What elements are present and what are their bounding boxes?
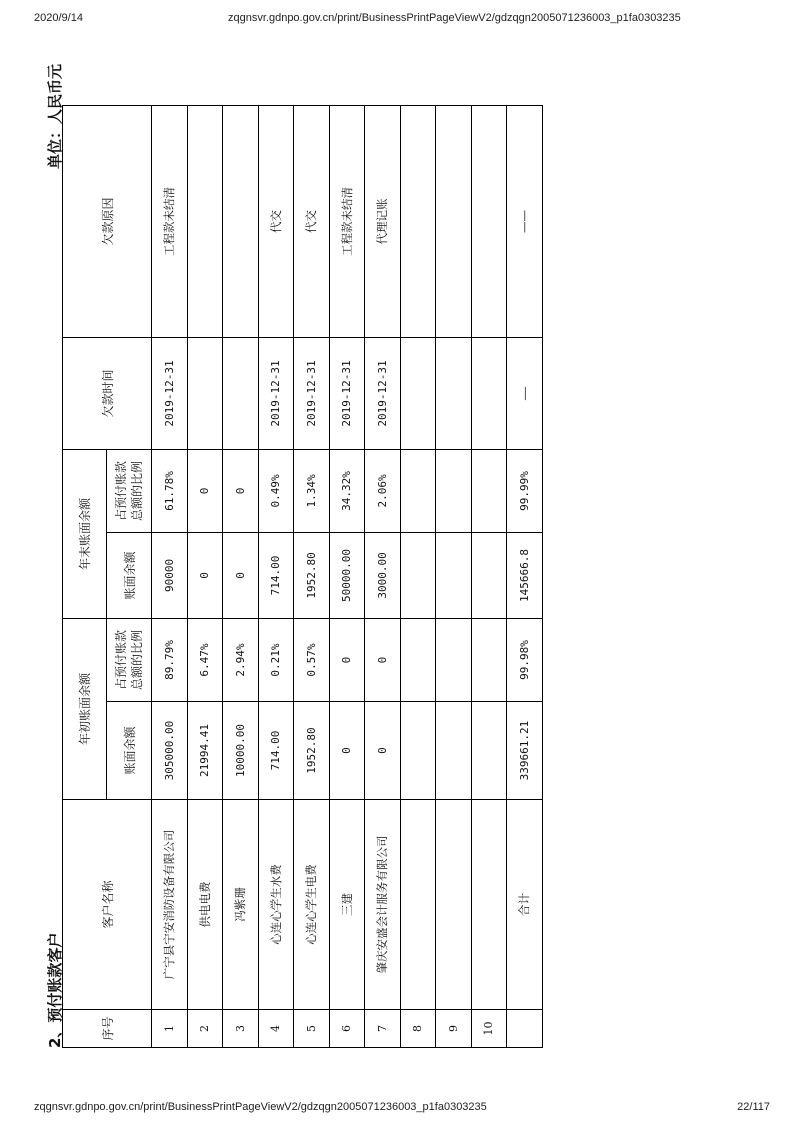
cell-arrears-reason: 代交 <box>294 105 330 337</box>
cell-begin-balance <box>400 702 436 800</box>
rotated-page-content <box>44 64 764 1048</box>
cell-arrears-reason <box>223 105 259 337</box>
cell-begin-ratio <box>400 618 436 701</box>
cell-customer-name: 心连心学生水费 <box>258 800 294 1010</box>
cell-customer-name: 供电电费 <box>187 800 223 1010</box>
cell-end-ratio: 0.49% <box>258 449 294 532</box>
cell-seq: 4 <box>258 1010 294 1048</box>
print-header-url: zqgnsvr.gdnpo.gov.cn/print/BusinessPrintPageViewV2/gdzqgn2005071236003_p1fa0303235 <box>228 12 681 24</box>
currency-unit-label: 单位：人民币元 <box>46 64 64 170</box>
cell-begin-ratio: 89.79% <box>152 618 188 701</box>
cell-begin-balance: 305000.00 <box>152 702 188 800</box>
header-end-ratio: 占预付账款总额的比例 <box>107 449 152 532</box>
cell-seq: 10 <box>471 1010 507 1048</box>
cell-begin-ratio <box>471 618 507 701</box>
cell-customer-name: 肇庆安盛会计服务有限公司 <box>365 800 401 1010</box>
print-date: 2020/9/14 <box>34 12 83 24</box>
header-seq: 序号 <box>63 1010 152 1048</box>
header-arrears-time: 欠款时间 <box>63 337 152 449</box>
cell-begin-ratio: 0 <box>365 618 401 701</box>
cell-begin-ratio <box>436 618 472 701</box>
cell-end-ratio: 2.06% <box>365 449 401 532</box>
cell-end-balance: 714.00 <box>258 532 294 618</box>
cell-arrears-time: 2019-12-31 <box>329 337 365 449</box>
cell-total-begin-balance: 339661.21 <box>507 702 543 800</box>
prepayment-customer-table <box>62 105 543 1048</box>
table-row <box>223 105 259 1047</box>
cell-seq: 6 <box>329 1010 365 1048</box>
cell-arrears-reason: 代理记账 <box>365 105 401 337</box>
cell-end-ratio: 34.32% <box>329 449 365 532</box>
cell-end-ratio: 1.34% <box>294 449 330 532</box>
table-row <box>365 105 401 1047</box>
cell-end-ratio: 0 <box>187 449 223 532</box>
cell-end-ratio: 0 <box>223 449 259 532</box>
cell-arrears-reason: 工程款未结清 <box>329 105 365 337</box>
cell-seq: 8 <box>400 1010 436 1048</box>
table-row <box>258 105 294 1047</box>
cell-end-balance: 50000.00 <box>329 532 365 618</box>
cell-customer-name: 三建 <box>329 800 365 1010</box>
table-row <box>329 105 365 1047</box>
cell-arrears-time <box>223 337 259 449</box>
header-end-balance: 账面余额 <box>107 532 152 618</box>
cell-end-ratio <box>400 449 436 532</box>
header-begin-balance: 账面余额 <box>107 702 152 800</box>
cell-seq: 9 <box>436 1010 472 1048</box>
cell-end-balance <box>400 532 436 618</box>
table-body <box>152 105 543 1047</box>
cell-seq: 3 <box>223 1010 259 1048</box>
table-row <box>436 105 472 1047</box>
cell-seq: 1 <box>152 1010 188 1048</box>
cell-seq <box>507 1010 543 1048</box>
header-begin-balance-group: 年初账面余额 <box>63 618 107 799</box>
cell-arrears-reason <box>436 105 472 337</box>
cell-arrears-reason <box>471 105 507 337</box>
header-begin-ratio: 占预付账款总额的比例 <box>107 618 152 701</box>
cell-customer-name <box>436 800 472 1010</box>
cell-end-ratio <box>436 449 472 532</box>
cell-end-balance: 3000.00 <box>365 532 401 618</box>
cell-arrears-reason: 工程款未结清 <box>152 105 188 337</box>
cell-begin-balance: 1952.80 <box>294 702 330 800</box>
cell-arrears-time <box>400 337 436 449</box>
cell-total-begin-ratio: 99.98% <box>507 618 543 701</box>
table-row <box>152 105 188 1047</box>
header-end-balance-group: 年末账面余额 <box>63 449 107 618</box>
table-row <box>400 105 436 1047</box>
table-row <box>471 105 507 1047</box>
cell-end-balance: 0 <box>223 532 259 618</box>
cell-begin-ratio: 2.94% <box>223 618 259 701</box>
cell-arrears-time <box>187 337 223 449</box>
cell-total-time: —— <box>507 337 543 449</box>
cell-customer-name <box>471 800 507 1010</box>
cell-begin-balance <box>436 702 472 800</box>
cell-arrears-time: 2019-12-31 <box>258 337 294 449</box>
cell-customer-name <box>400 800 436 1010</box>
cell-seq: 5 <box>294 1010 330 1048</box>
page-number: 22/117 <box>737 1101 770 1113</box>
cell-begin-balance: 10000.00 <box>223 702 259 800</box>
cell-arrears-reason: 代交 <box>258 105 294 337</box>
table-row <box>294 105 330 1047</box>
cell-begin-balance: 714.00 <box>258 702 294 800</box>
cell-arrears-reason <box>400 105 436 337</box>
cell-begin-balance <box>471 702 507 800</box>
cell-seq: 2 <box>187 1010 223 1048</box>
cell-begin-ratio: 0 <box>329 618 365 701</box>
cell-total-label: 合计 <box>507 800 543 1010</box>
cell-end-balance: 0 <box>187 532 223 618</box>
cell-arrears-time <box>436 337 472 449</box>
cell-arrears-time: 2019-12-31 <box>152 337 188 449</box>
cell-begin-ratio: 0.57% <box>294 618 330 701</box>
cell-total-reason: —— <box>507 105 543 337</box>
print-footer-url: zqgnsvr.gdnpo.gov.cn/print/BusinessPrintPageViewV2/gdzqgn2005071236003_p1fa0303235 <box>34 1101 487 1113</box>
header-row-top <box>63 105 107 1047</box>
cell-end-balance: 1952.80 <box>294 532 330 618</box>
cell-arrears-time: 2019-12-31 <box>294 337 330 449</box>
header-arrears-reason: 欠款原因 <box>63 105 152 337</box>
cell-arrears-time: 2019-12-31 <box>365 337 401 449</box>
cell-end-ratio <box>471 449 507 532</box>
header-customer-name: 客户名称 <box>63 800 152 1010</box>
cell-begin-balance: 0 <box>365 702 401 800</box>
cell-customer-name: 广宁县宁安消防设备有限公司 <box>152 800 188 1010</box>
cell-arrears-reason <box>187 105 223 337</box>
cell-begin-balance: 0 <box>329 702 365 800</box>
cell-begin-ratio: 6.47% <box>187 618 223 701</box>
cell-end-balance <box>436 532 472 618</box>
cell-total-end-ratio: 99.99% <box>507 449 543 532</box>
cell-begin-balance: 21994.41 <box>187 702 223 800</box>
table-total-row <box>507 105 543 1047</box>
cell-customer-name: 冯紫珊 <box>223 800 259 1010</box>
cell-customer-name: 心连心学生电费 <box>294 800 330 1010</box>
cell-arrears-time <box>471 337 507 449</box>
cell-end-balance <box>471 532 507 618</box>
cell-end-ratio: 61.78% <box>152 449 188 532</box>
cell-begin-ratio: 0.21% <box>258 618 294 701</box>
cell-end-balance: 90000 <box>152 532 188 618</box>
cell-seq: 7 <box>365 1010 401 1048</box>
table-row <box>187 105 223 1047</box>
cell-total-end-balance: 145666.8 <box>507 532 543 618</box>
section-title: 2、预付账款客户 <box>46 932 64 1048</box>
